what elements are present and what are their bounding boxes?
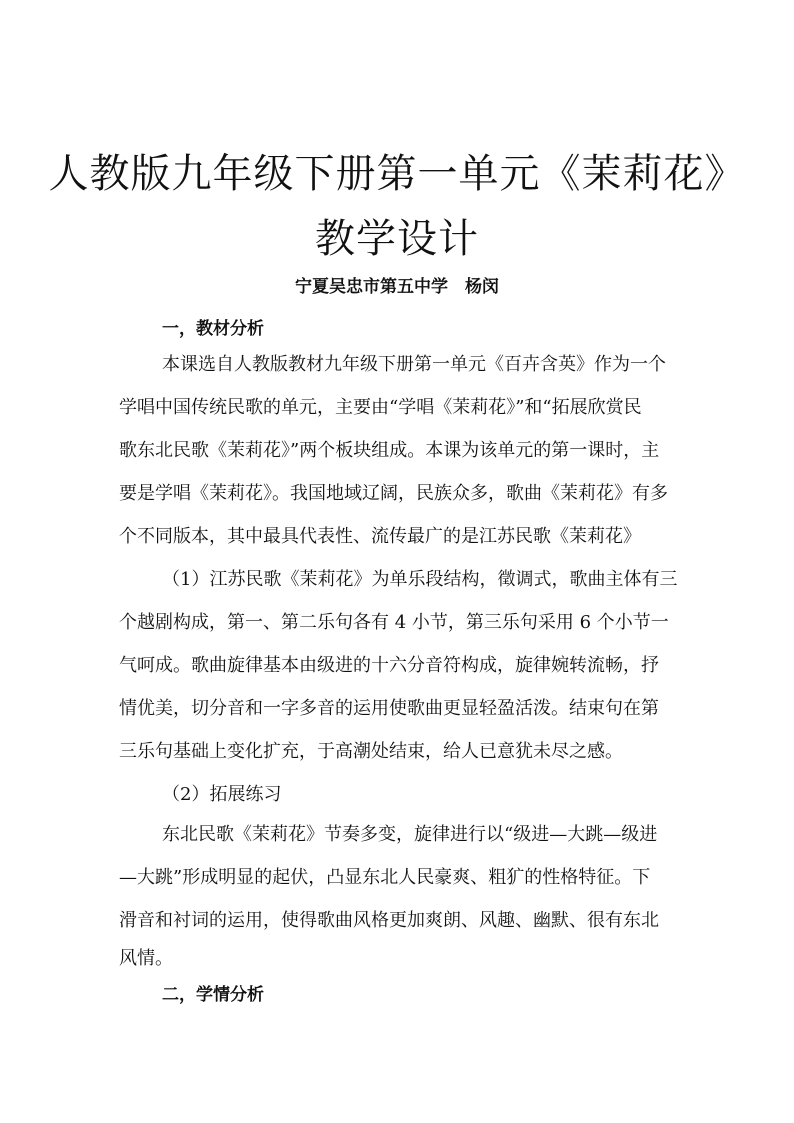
paragraph-line: 东北民歌《茉莉花》节奏多变，旋律进行以“级进—大跳—级进 xyxy=(162,824,658,845)
paragraph-line: 风情。 xyxy=(119,948,173,969)
document-title-line-1: 人教版九年级下册第一单元《茉莉花》 xyxy=(48,151,746,197)
paragraph-line: 个越剧构成，第一、第二乐句各有 4 小节，第三乐句采用 6 个小节一 xyxy=(119,612,669,633)
paragraph-line: 气呵成。歌曲旋律基本由级进的十六分音符构成，旋律婉转流畅，抒 xyxy=(119,655,659,676)
paragraph-line: 本课选自人教版教材九年级下册第一单元《百卉含英》作为一个 xyxy=(162,354,666,375)
section-heading-textbook-analysis: 一，教材分析 xyxy=(162,319,264,339)
paragraph-line: 个不同版本，其中最具代表性、流传最广的是江苏民歌《茉莉花》 xyxy=(119,526,641,547)
paragraph-line: 三乐句基础上变化扩充，于高潮处结束，给人已意犹未尽之感。 xyxy=(119,741,623,762)
document-title-line-2: 教学设计 xyxy=(315,216,479,262)
paragraph-line: 学唱中国传统民歌的单元，主要由“学唱《茉莉花》”和“拓展欣赏民 xyxy=(119,397,642,418)
section-heading-learner-analysis: 二，学情分析 xyxy=(162,985,264,1005)
paragraph-line: 要是学唱《茉莉花》。我国地域辽阔，民族众多，歌曲《茉莉花》有多 xyxy=(119,483,668,504)
paragraph-line: 歌东北民歌《茉莉花》”两个板块组成。本课为该单元的第一课时，主 xyxy=(119,440,660,461)
paragraph-line: —大跳”形成明显的起伏，凸显东北人民豪爽、粗犷的性格特征。下 xyxy=(119,867,651,888)
paragraph-line: （1）江苏民歌《茉莉花》为单乐段结构，徵调式，歌曲主体有三 xyxy=(162,569,678,590)
author-line: 宁夏吴忠市第五中学 杨闵 xyxy=(295,277,499,297)
subheading-extension-practice: （2）拓展练习 xyxy=(162,784,282,805)
paragraph-line: 滑音和衬词的运用，使得歌曲风格更加爽朗、风趣、幽默、很有东北 xyxy=(119,910,659,931)
paragraph-line: 情优美，切分音和一字多音的运用使歌曲更显轻盈活泼。结束句在第 xyxy=(119,698,659,719)
